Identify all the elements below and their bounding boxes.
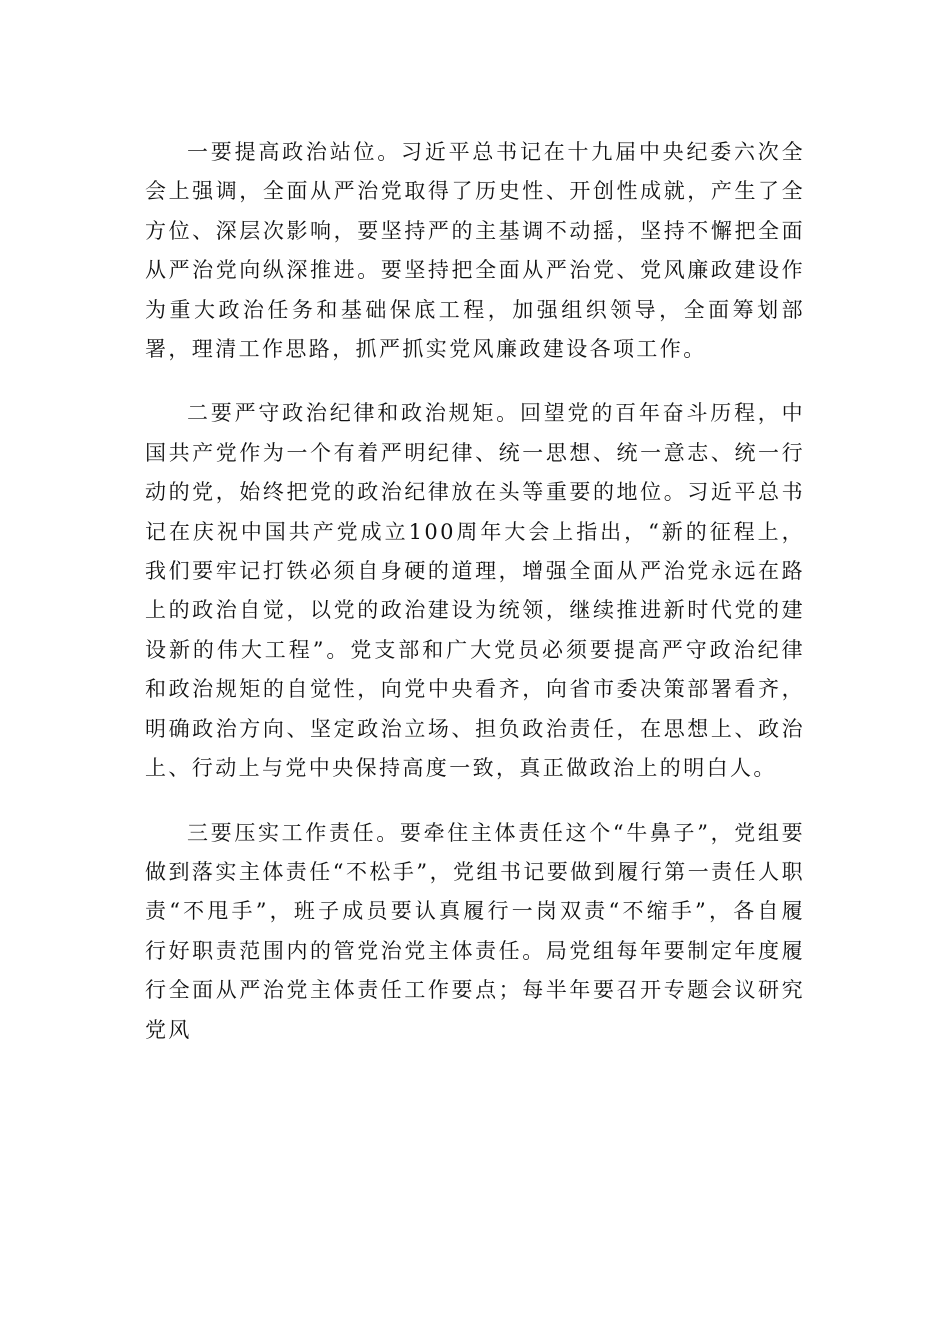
paragraph-work-responsibility: 三要压实工作责任。要牵住主体责任这个“牛鼻子”，党组要做到落实主体责任“不松手”，党组书记要做到履行第一责任人职责“不甩手”，班子成员要认真履行一岗双责“不缩手”，各自履行好职责范围内的管党治党主体责任。局党组每年要制定年度履行全面从严治党主体责任工作要点；每半年要召开专题会议研究党风: [145, 820, 805, 1042]
paragraph-political-stance: 一要提高政治站位。习近平总书记在十九届中央纪委六次全会上强调，全面从严治党取得了历史性、开创性成就，产生了全方位、深层次影响，要坚持严的主基调不动摇，坚持不懈把全面从严治党向纵深推进。要坚持把全面从严治党、党风廉政建设作为重大政治任务和基础保底工程，加强组织领导，全面筹划部署，理清工作思路，抓严抓实党风廉政建设各项工作。: [145, 140, 805, 362]
paragraph-political-discipline: 二要严守政治纪律和政治规矩。回望党的百年奋斗历程，中国共产党作为一个有着严明纪律、统一思想、统一意志、统一行动的党，始终把党的政治纪律放在头等重要的地位。习近平总书记在庆祝中国共产党成立100周年大会上指出，“新的征程上，我们要牢记打铁必须自身硬的道理，增强全面从严治党永远在路上的政治自觉，以党的政治建设为统领，继续推进新时代党的建设新的伟大工程”。党支部和广大党员必须要提高严守政治纪律和政治规矩的自觉性，向党中央看齐，向省市委决策部署看齐，明确政治方向、坚定政治立场、担负政治责任，在思想上、政治上、行动上与党中央保持高度一致，真正做政治上的明白人。: [145, 401, 805, 781]
document-body: [145, 133, 805, 1050]
